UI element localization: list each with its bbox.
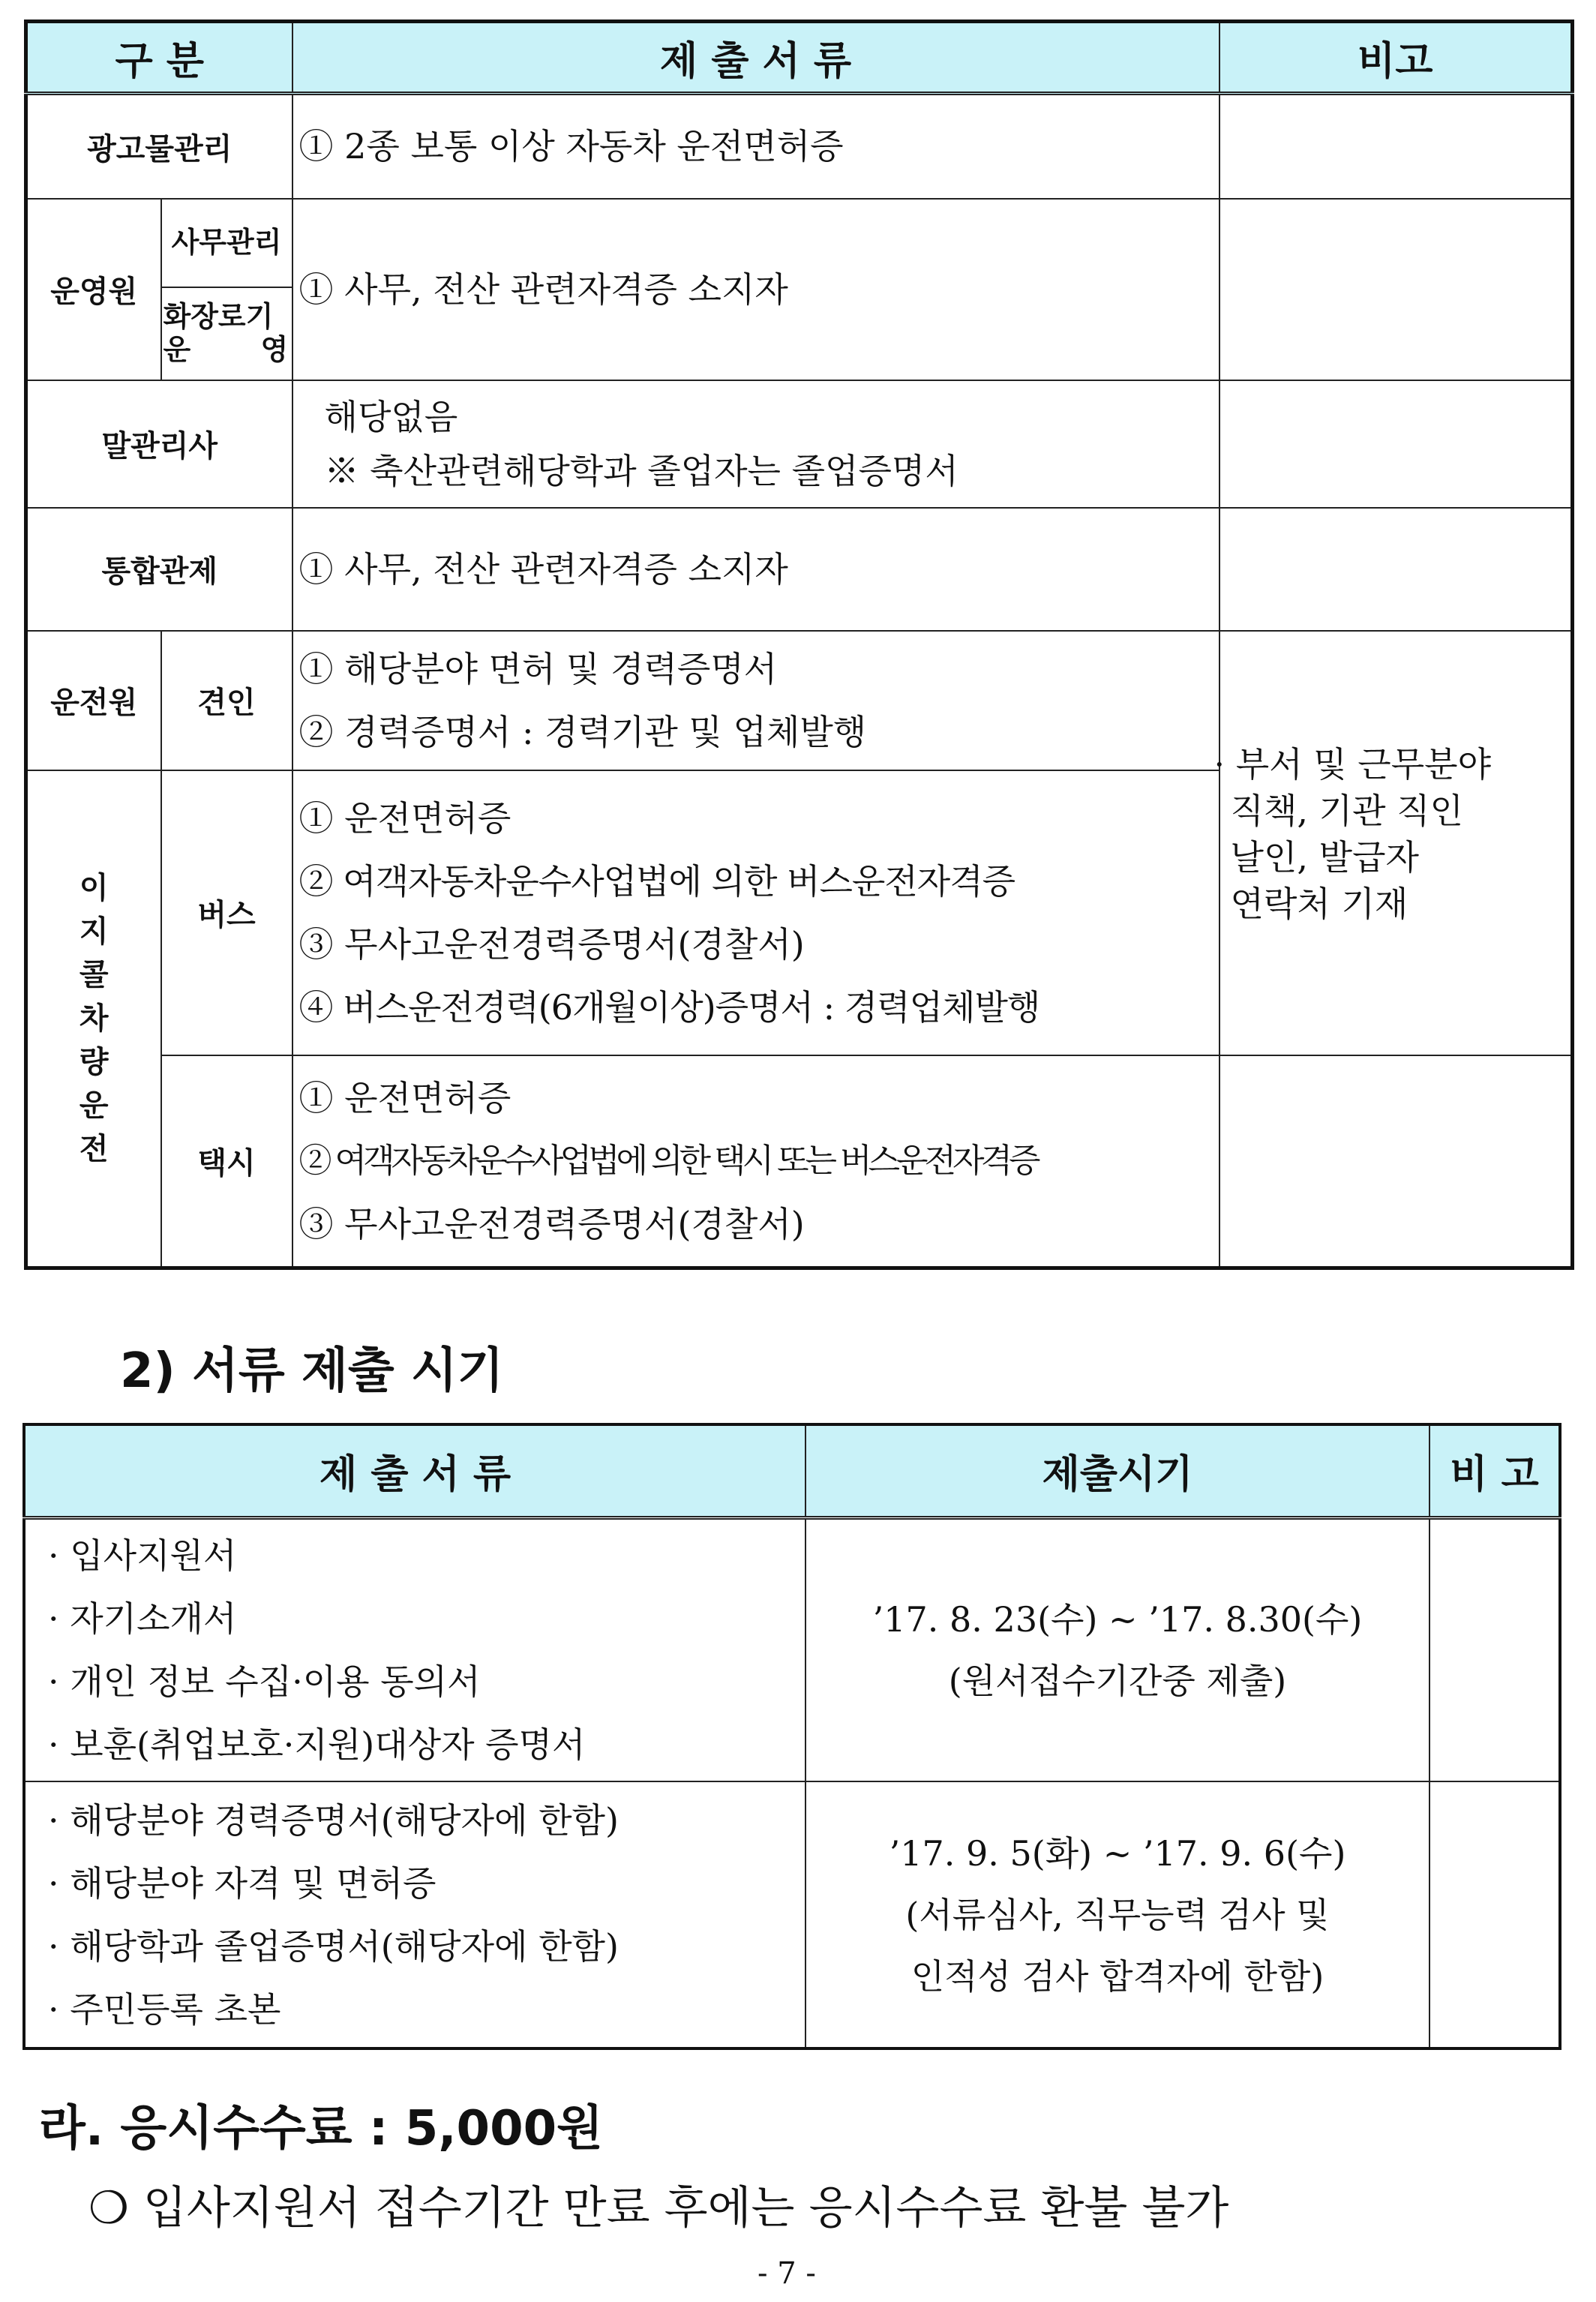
- docs-ad: ① 2종 보통 이상 자동차 운전면허증: [292, 94, 1220, 199]
- sub-label-office: 사무관리: [161, 199, 292, 287]
- docs-bus: ① 운전면허증 ② 여객자동차운수사업법에 의한 버스운전자격증 ③ 무사고운전경력증명서(경찰서) ④ 버스운전경력(6개월이상)증명서 : 경력업체발행: [292, 770, 1220, 1055]
- fee-refund-note: ❍ 입사지원서 접수기간 만료 후에는 응시수수료 환불 불가: [88, 2182, 1229, 2234]
- docs-screening: · 해당분야 경력증명서(해당자에 한함) · 해당분야 자격 및 면허증 · 해당학과 졸업증명서(해당자에 한함) · 주민등록 초본: [24, 1781, 806, 2048]
- sub-label-crematory: 화장로기 운 영: [161, 287, 292, 380]
- row-label-horse: 말관리사: [26, 380, 292, 508]
- docs-tow: ① 해당분야 면허 및 경력증명서 ② 경력증명서 : 경력기관 및 업체발행: [292, 631, 1220, 770]
- remark-ops: [1220, 199, 1573, 380]
- header-documents: 제 출 서 류: [292, 22, 1220, 94]
- header-remarks: 비 고: [1430, 1424, 1560, 1517]
- fee-title: 라. 응시수수료 : 5,000원: [39, 2101, 603, 2156]
- documents-table: [24, 20, 1574, 1270]
- section-title-submission-timing: 2) 서류 제출 시기: [120, 1343, 504, 1399]
- docs-taxi: ① 운전면허증 ② 여객자동차운수사업법에 의한 택시 또는 버스운전자격증 ③ 무사고운전경력증명서(경찰서): [292, 1055, 1220, 1268]
- remark-taxi: [1220, 1055, 1573, 1268]
- docs-horse: 해당없음 ※ 축산관련해당학과 졸업자는 졸업증명서: [292, 380, 1220, 508]
- sub-label-tow: 견인: [161, 631, 292, 770]
- row-label-driver: 운전원: [26, 631, 161, 770]
- remark-horse: [1220, 380, 1573, 508]
- row-label-ad: 광고물관리: [26, 94, 292, 199]
- submission-timing-table: [22, 1423, 1562, 2050]
- remark-ad: [1220, 94, 1573, 199]
- row-label-control: 통합관제: [26, 508, 292, 631]
- sub-label-bus: 버스: [161, 770, 292, 1055]
- header-timing: 제출시기: [806, 1424, 1430, 1517]
- remark-driver: [1214, 631, 1573, 1055]
- remark-application: [1430, 1517, 1560, 1781]
- docs-ops: ① 사무, 전산 관련자격증 소지자: [292, 199, 1220, 380]
- timing-application: ’17. 8. 23(수) ~ ’17. 8.30(수) (원서접수기간중 제출): [806, 1517, 1430, 1781]
- header-documents: 제 출 서 류: [24, 1424, 806, 1517]
- row-label-ops: 운영원: [26, 199, 161, 380]
- row-label-call-vehicle: 이 지 콜 차 량 운 전: [26, 770, 161, 1268]
- remark-screening: [1430, 1781, 1560, 2048]
- remark-control: [1220, 508, 1573, 631]
- header-remarks: 비고: [1220, 22, 1573, 94]
- sub-label-taxi: 택시: [161, 1055, 292, 1268]
- header-category: 구 분: [26, 22, 292, 94]
- page-number: - 7 -: [758, 2256, 816, 2291]
- docs-application: · 입사지원서 · 자기소개서 · 개인 정보 수집·이용 동의서 · 보훈(취업보호·지원)대상자 증명서: [24, 1517, 806, 1781]
- remark-note: · 부서 및 근무분야 직책, 기관 직인 날인, 발급자 연락처 기재: [1214, 743, 1492, 924]
- timing-screening: ’17. 9. 5(화) ~ ’17. 9. 6(수) (서류심사, 직무능력 검사 및 인적성 검사 합격자에 한함): [806, 1781, 1430, 2048]
- docs-control: ① 사무, 전산 관련자격증 소지자: [292, 508, 1220, 631]
